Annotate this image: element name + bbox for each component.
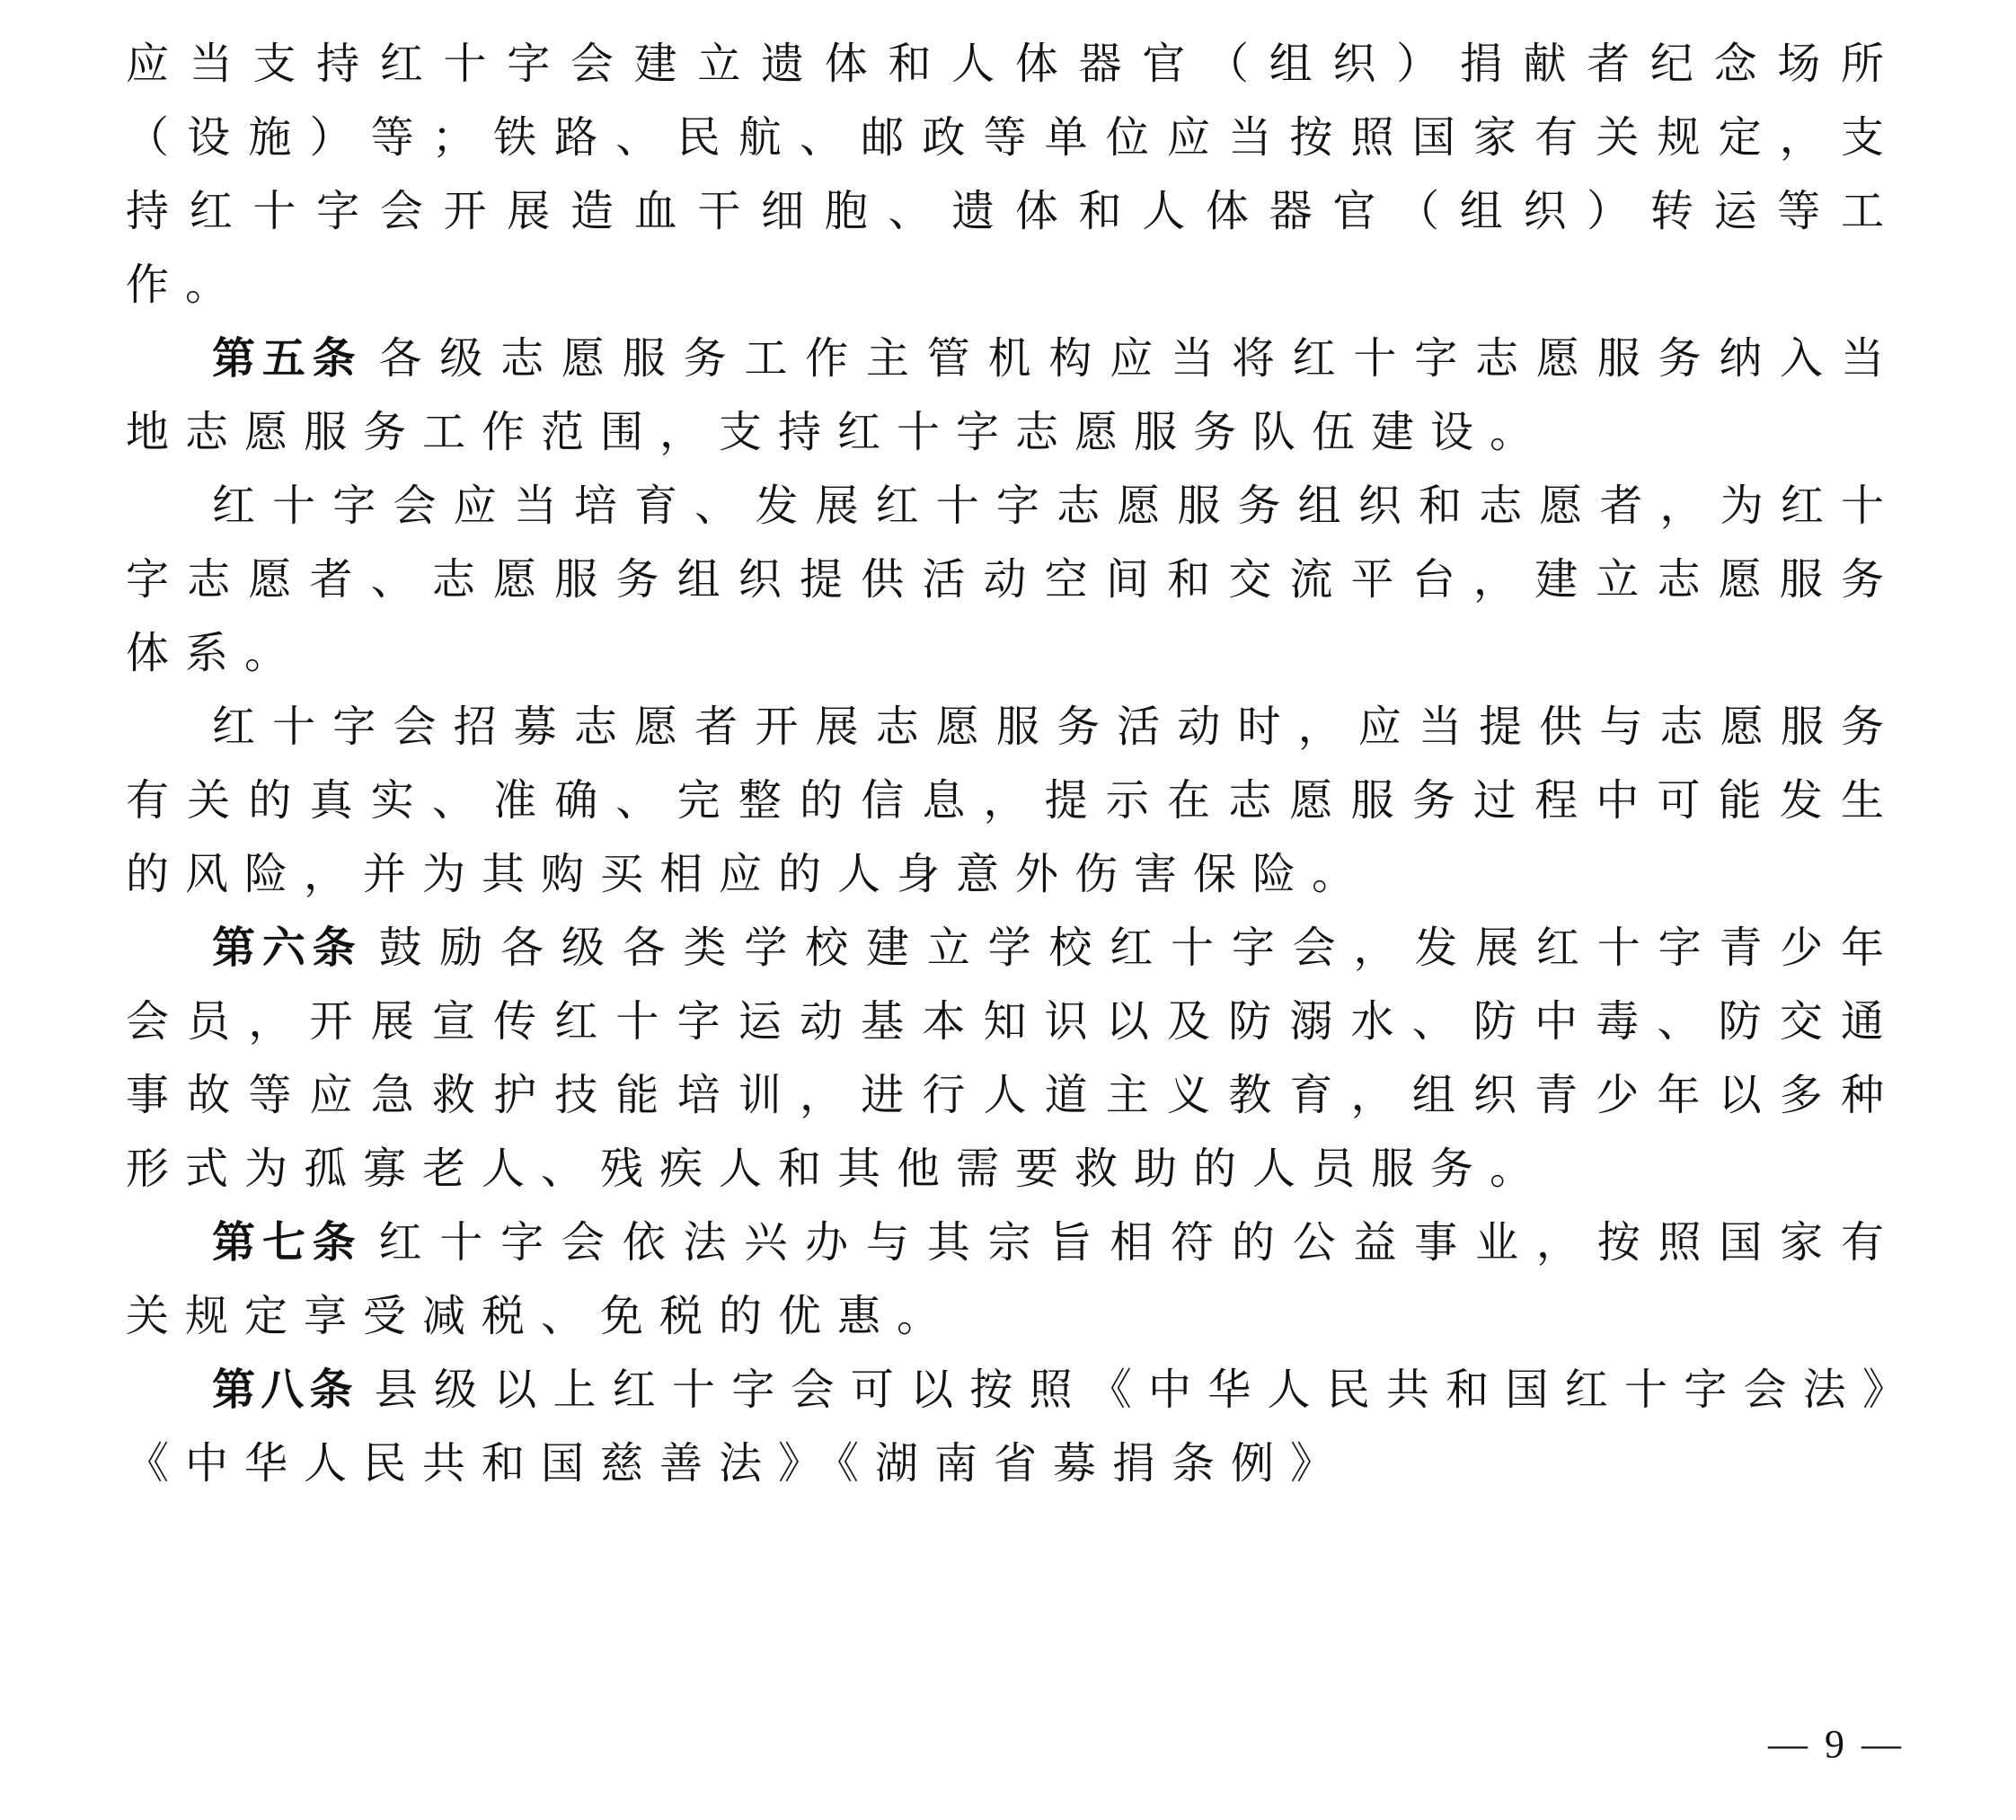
paragraph-text: 各级志愿服务工作主管机构应当将红十字志愿服务纳入当地志愿服务工作范围，支持红十字志愿服务队伍建设。 — [126, 333, 1900, 457]
article-7-paragraph — [126, 1206, 1900, 1353]
paragraph-text: 红十字会依法兴办与其宗旨相符的公益事业，按照国家有关规定享受减税、免税的优惠。 — [126, 1217, 1900, 1341]
article-8-paragraph — [126, 1353, 1900, 1500]
paragraph-text: 鼓励各级各类学校建立学校红十字会，发展红十字青少年会员，开展宣传红十字运动基本知识以及防溺水、防中毒、防交通事故等应急救护技能培训，进行人道主义教育，组织青少年以多种形式为孤寡老人、残疾人和其他需要救助的人员服务。 — [126, 923, 1900, 1194]
article-5-paragraph — [126, 322, 1900, 469]
paragraph-text: 应当支持红十字会建立遗体和人体器官（组织）捐献者纪念场所（设施）等；铁路、民航、邮政等单位应当按照国家有关规定，支持红十字会开展造血干细胞、遗体和人体器官（组织）转运等工作。 — [126, 39, 1900, 310]
article-6-paragraph — [126, 911, 1900, 1206]
paragraph-text: 县级以上红十字会可以按照《中华人民共和国红十字会法》《中华人民共和国慈善法》《湖南省募捐条例》 — [126, 1365, 1900, 1489]
article-number: 第八条 — [212, 1365, 358, 1415]
paragraph — [126, 690, 1900, 911]
paragraph — [126, 469, 1900, 690]
paragraph-text: 红十字会招募志愿者开展志愿服务活动时，应当提供与志愿服务有关的真实、准确、完整的信息，提示在志愿服务过程中可能发生的风险，并为其购买相应的人身意外伤害保险。 — [126, 702, 1900, 899]
paragraph-continuation — [126, 27, 1900, 322]
article-number: 第六条 — [212, 923, 363, 973]
page-number: — 9 — — [1768, 1722, 1905, 1766]
document-page — [126, 27, 1900, 1500]
article-number: 第七条 — [212, 1217, 363, 1268]
article-number: 第五条 — [212, 333, 363, 384]
paragraph-text: 红十字会应当培育、发展红十字志愿服务组织和志愿者，为红十字志愿者、志愿服务组织提供活动空间和交流平台，建立志愿服务体系。 — [126, 481, 1900, 678]
